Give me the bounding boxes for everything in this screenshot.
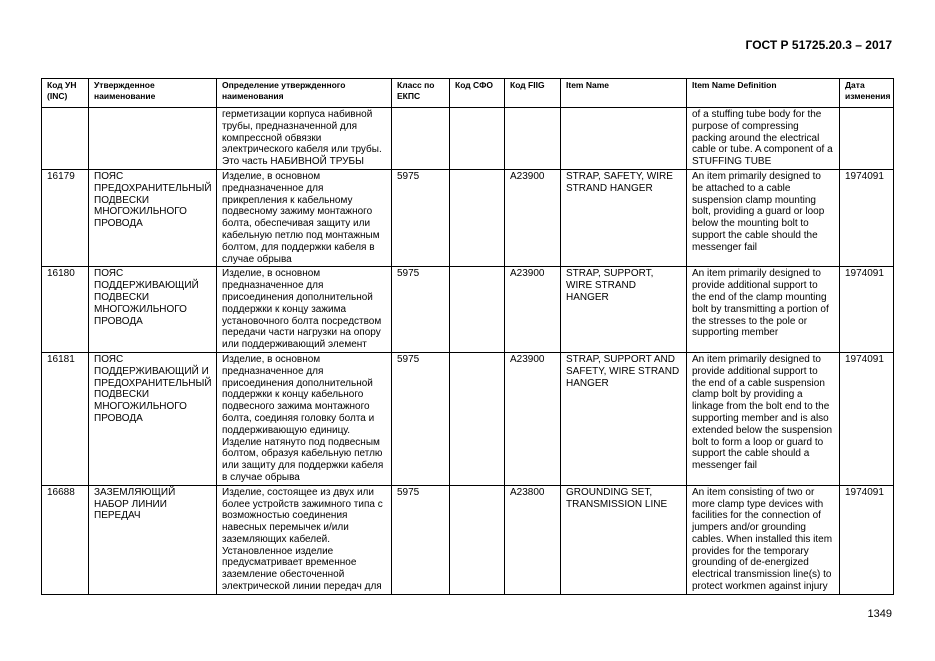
col-header-sfo: Код СФО: [450, 79, 505, 108]
table-header-row: [42, 79, 894, 108]
document-standard-number: ГОСТ Р 51725.20.3 – 2017: [745, 38, 892, 52]
cell-sfo: [450, 485, 505, 594]
cell-def-ru: Изделие, в основном предназначенное для присоединения дополнительной поддержки к концу кабельного подвесного зажима монтажного болта, соединяя головку болта и поддерживающую единицу. Изделие натянуто под подвесным болтом, образуя кабельную петлю или защиту для поддержки кабеля в случае обрыва: [217, 352, 392, 485]
col-header-fiig: Код FIIG: [505, 79, 561, 108]
cell-item-name: [561, 108, 687, 170]
cell-item-def: An item consisting of two or more clamp type devices with facilities for the connection of jumpers and/or grounding cables. When installed this item provides for the temporary grounding of de-energized electrical transmission line(s) to protect workmen against injury: [687, 485, 840, 594]
cell-sfo: [450, 169, 505, 266]
cell-inc: 16688: [42, 485, 89, 594]
table-row: [42, 267, 894, 353]
cell-fiig: A23900: [505, 352, 561, 485]
cell-date: 1974091: [840, 352, 894, 485]
cell-name-ru: ПОЯС ПОДДЕРЖИВАЮЩИЙ ПОДВЕСКИ МНОГОЖИЛЬНОГО ПРОВОДА: [89, 267, 217, 353]
cell-item-def: An item primarily designed to provide additional support to the end of the clamp mounting bolt by transmitting a portion of the stresses to the pole or supporting member: [687, 267, 840, 353]
cell-date: 1974091: [840, 485, 894, 594]
cell-ekps: 5975: [392, 352, 450, 485]
cell-item-name: STRAP, SUPPORT AND SAFETY, WIRE STRAND HANGER: [561, 352, 687, 485]
col-header-ekps: Класс по ЕКПС: [392, 79, 450, 108]
cell-ekps: [392, 108, 450, 170]
col-header-item-name: Item Name: [561, 79, 687, 108]
cell-date: 1974091: [840, 267, 894, 353]
cell-name-ru: ПОЯС ПРЕДОХРАНИТЕЛЬНЫЙ ПОДВЕСКИ МНОГОЖИЛЬНОГО ПРОВОДА: [89, 169, 217, 266]
cell-inc: 16181: [42, 352, 89, 485]
cell-fiig: A23900: [505, 267, 561, 353]
cell-sfo: [450, 267, 505, 353]
cell-ekps: 5975: [392, 485, 450, 594]
col-header-inc: Код УН (INC): [42, 79, 89, 108]
col-header-item-def: Item Name Definition: [687, 79, 840, 108]
table-row: [42, 352, 894, 485]
cell-sfo: [450, 108, 505, 170]
cell-name-ru: [89, 108, 217, 170]
cell-ekps: 5975: [392, 267, 450, 353]
cell-name-ru: ЗАЗЕМЛЯЮЩИЙ НАБОР ЛИНИИ ПЕРЕДАЧ: [89, 485, 217, 594]
cell-inc: 16179: [42, 169, 89, 266]
cell-fiig: A23800: [505, 485, 561, 594]
cell-fiig: [505, 108, 561, 170]
cell-item-def: An item primarily designed to be attached to a cable suspension clamp mounting bolt, providing a guard or loop below the mounting bolt to support the cable should the messenger fail: [687, 169, 840, 266]
cell-date: 1974091: [840, 169, 894, 266]
cell-def-ru: Изделие, в основном предназначенное для прикрепления к кабельному подвесному зажиму монтажного болта, обеспечивая защиту или кабельную петлю под монтажным болтом, для поддержки кабеля в случае обрыва: [217, 169, 392, 266]
table-row: [42, 169, 894, 266]
cell-def-ru: Изделие, в основном предназначенное для присоединения дополнительной поддержки к концу зажима установочного болта посредством передачи части нагрузки на опору или поддерживающий элемент: [217, 267, 392, 353]
cell-def-ru: Изделие, состоящее из двух или более устройств зажимного типа с возможностью соединения навесных перемычек и/или заземляющих кабелей. Установленное изделие предусматривает временное заземление обесточенной электрической линии передач для: [217, 485, 392, 594]
col-header-date: Дата изменения: [840, 79, 894, 108]
cell-item-name: STRAP, SAFETY, WIRE STRAND HANGER: [561, 169, 687, 266]
col-header-def-ru: Определение утвержденного наименования: [217, 79, 392, 108]
cell-ekps: 5975: [392, 169, 450, 266]
cell-item-name: GROUNDING SET, TRANSMISSION LINE: [561, 485, 687, 594]
cell-name-ru: ПОЯС ПОДДЕРЖИВАЮЩИЙ И ПРЕДОХРАНИТЕЛЬНЫЙ ПОДВЕСКИ МНОГОЖИЛЬНОГО ПРОВОДА: [89, 352, 217, 485]
cell-sfo: [450, 352, 505, 485]
cell-item-name: STRAP, SUPPORT, WIRE STRAND HANGER: [561, 267, 687, 353]
catalog-table: [41, 78, 894, 595]
table-row: [42, 108, 894, 170]
cell-inc: 16180: [42, 267, 89, 353]
col-header-name-ru: Утвержденное наименование: [89, 79, 217, 108]
table-row: [42, 485, 894, 594]
cell-item-def: An item primarily designed to provide additional support to the end of a cable suspension clamp bolt by providing a linkage from the bolt end to the supporting member and is also extended below the suspension bolt to form a loop or guard to support the cable should a messenger fail: [687, 352, 840, 485]
cell-item-def: of a stuffing tube body for the purpose of compressing packing around the electrical cable or tube. A component of a STUFFING TUBE: [687, 108, 840, 170]
cell-def-ru: герметизации корпуса набивной трубы, предназначенной для компрессной обвязки электрического кабеля или трубы. Это часть НАБИВНОЙ ТРУБЫ: [217, 108, 392, 170]
cell-inc: [42, 108, 89, 170]
cell-date: [840, 108, 894, 170]
cell-fiig: A23900: [505, 169, 561, 266]
page-number: 1349: [867, 608, 892, 620]
